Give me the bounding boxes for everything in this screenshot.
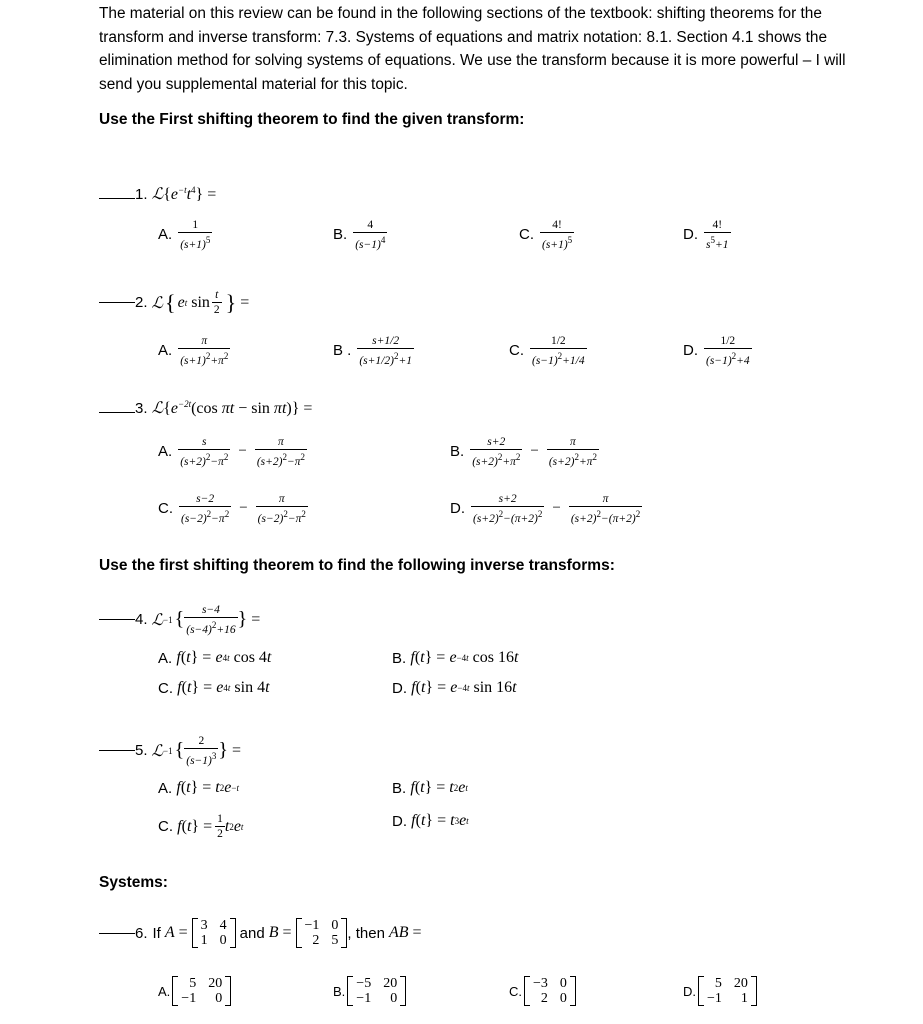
q5-option-b[interactable]: B. f ( t } = t 2 e t — [392, 779, 468, 797]
question-2: 2. ℒ { e t sin $\frac{t}{2}$ } = — [99, 288, 249, 317]
q4-option-c[interactable]: C. f ( t } = e 4t sin 4 t — [158, 679, 270, 697]
answer-blank[interactable] — [99, 302, 135, 303]
section-heading-systems: Systems: — [99, 874, 168, 891]
q1-option-a[interactable]: A. $\frac{1}{(s+1)^5}$ — [158, 219, 211, 251]
q3-option-a[interactable]: A. $\frac{s}{(s+2)^2-\pi^2}$ − $\frac{\pi}{(s+2)^2-\pi^2}$ — [158, 436, 306, 468]
q4-option-b[interactable]: B. f ( t } = e −4t cos 16 t — [392, 649, 519, 667]
matrix-a: 3 4 1 0 — [192, 918, 236, 948]
section-heading-inverse: Use the first shifting theorem to find the following inverse transforms: — [99, 557, 615, 574]
q3-option-b[interactable]: B. $\frac{s+2}{(s+2)^2+\pi^2}$ − $\frac{\pi}{(s+2)^2+\pi^2}$ — [450, 436, 598, 468]
q5-option-a[interactable]: A. f ( t } = t 2 e −t — [158, 779, 239, 797]
question-5: 5. ℒ −1 { $\frac{2}{(s-1)^3}$ } = — [99, 734, 241, 768]
answer-blank[interactable] — [99, 198, 135, 199]
q3-option-c[interactable]: C. $\frac{s-2}{(s-2)^2-\pi^2}$ − $\frac{\pi}{(s-2)^2-\pi^2}$ — [158, 493, 306, 525]
q6-option-a[interactable]: A. 5 20 −1 0 — [158, 976, 231, 1006]
q5-option-c[interactable]: C. f ( t } = $\frac{1}{2}$ t 2 e t — [158, 813, 244, 840]
answer-blank[interactable] — [99, 412, 135, 413]
q4-option-d[interactable]: D. f ( t } = e −4t sin 16 t — [392, 679, 517, 697]
q1-option-c[interactable]: C. $\frac{4!}{(s+1)^5}$ — [519, 219, 573, 251]
q2-option-c[interactable]: C. $\frac{1/2}{(s-1)^2+1/4}$ — [509, 335, 585, 367]
answer-blank[interactable] — [99, 619, 135, 620]
q3-option-d[interactable]: D. $\frac{s+2}{(s+2)^2-(\pi+2)^2}$ − $\frac{\pi}{(s+2)^2-(\pi+2)^2}$ — [450, 493, 641, 525]
q1-option-b[interactable]: B. $\frac{4}{(s-1)^4}$ — [333, 219, 386, 251]
q6-option-c[interactable]: C. −3 0 2 0 — [509, 976, 576, 1006]
q5-option-d[interactable]: D. f ( t } = t 3 e t — [392, 812, 469, 830]
q2-option-d[interactable]: D. $\frac{1/2}{(s-1)^2+4}$ — [683, 335, 750, 367]
question-3: 3. $ℒ\{e^{-2t}(\cos$ πt − sin πt)} = — [99, 398, 312, 418]
matrix-b: −1 0 2 5 — [296, 918, 348, 948]
q4-option-a[interactable]: A. f ( t } = e 4t cos 4 t — [158, 649, 272, 667]
section-heading-transform: Use the First shifting theorem to find the given transform: — [99, 111, 525, 128]
answer-blank[interactable] — [99, 750, 135, 751]
q6-option-b[interactable]: B. −5 20 −1 0 — [333, 976, 406, 1006]
q1-option-d[interactable]: D. $\frac{4!}{s^5+1}$ — [683, 219, 729, 251]
intro-paragraph: The material on this review can be found in the following sections of the textbook: shifting theorems for the transform and inverse transform: 7.3. Systems of equations and matrix notation: 8.1. Section 4.1 shows the elimination method for solving systems of equations. We use the transform because it is more powerful – I will send you supplemental material for this topic. — [99, 5, 846, 93]
q2-option-a[interactable]: A. $\frac{\pi}{(s+1)^2+\pi^2}$ — [158, 335, 229, 367]
q2-option-b[interactable]: B . $\frac{s+1/2}{(s+1/2)^2+1}$ — [333, 335, 412, 367]
q6-option-d[interactable]: D. 5 20 −1 1 — [683, 976, 757, 1006]
question-1: 1. $ℒ\{e^{-t}t^4\}$ = — [99, 184, 216, 204]
question-4: 4. ℒ −1 { $\frac{s-4}{(s-4)^2+16}$ } = — [99, 603, 260, 637]
question-6: 6. If A = 3 4 1 0 and B = −1 0 2 5 , then AB = — [99, 918, 422, 948]
answer-blank[interactable] — [99, 933, 135, 934]
